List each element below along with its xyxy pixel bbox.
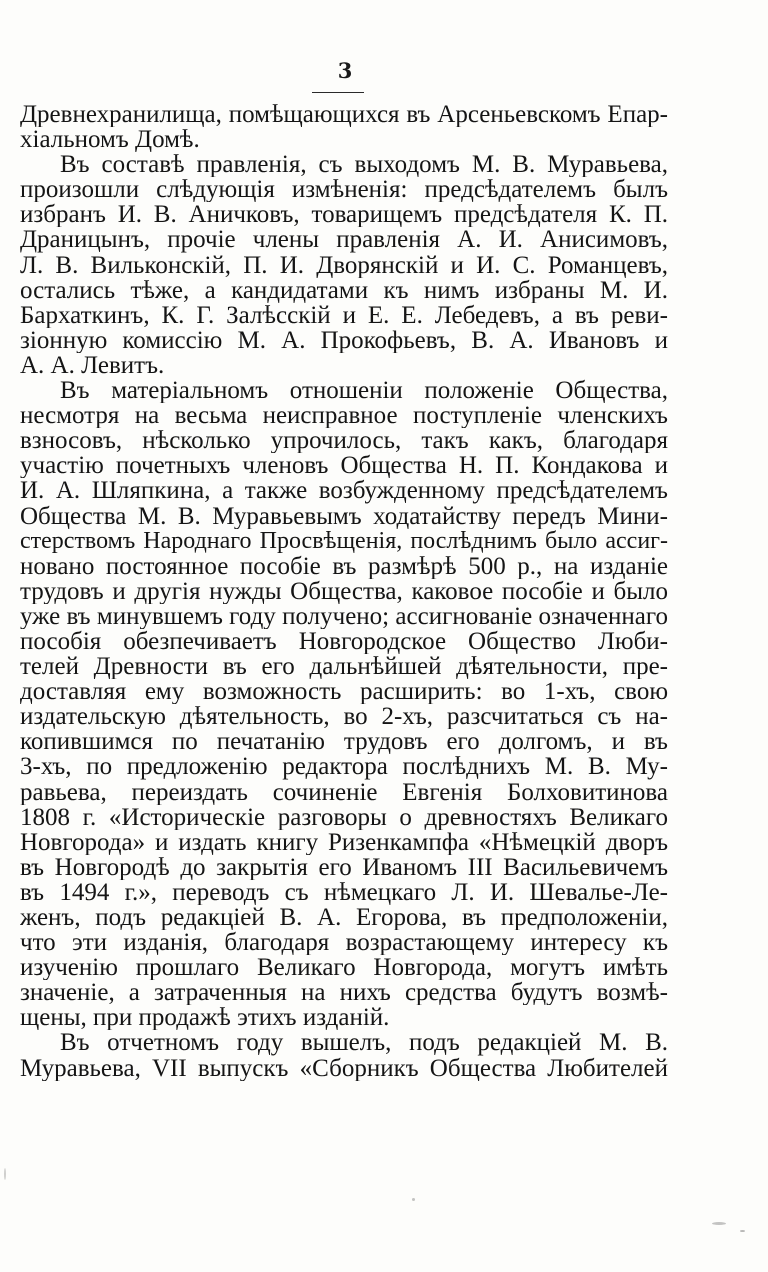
text-line: новано постоянное пособіе въ размѣрѣ 500 р., на изданіе bbox=[20, 553, 668, 579]
text-line: Древнехранилища, помѣщающихся въ Арсеньевскомъ Епар- bbox=[20, 102, 668, 128]
text-line: въ Новгородѣ до закрытія его Иваномъ III Васильевичемъ bbox=[20, 854, 668, 880]
text-line: щены, при продажѣ этихъ изданій. bbox=[20, 1005, 390, 1031]
text-line: зіонную комиссію М. А. Прокофьевъ, В. А. Ивановъ и bbox=[20, 327, 668, 353]
text-line: избранъ И. В. Аничковъ, товарищемъ предсѣдателя К. П. bbox=[20, 202, 668, 228]
text-line: Новгорода» и издать книгу Ризенкампфа «Нѣмецкій дворъ bbox=[20, 829, 668, 855]
text-line: хіальномъ Домѣ. bbox=[20, 127, 200, 153]
text-line: изученію прошлаго Великаго Новгорода, могутъ имѣть bbox=[20, 955, 668, 981]
text-line: 3-хъ, по предложенію редактора послѣднихъ М. В. Му- bbox=[20, 754, 668, 780]
text-line: взносовъ, нѣсколько упрочилось, такъ какъ, благодаря bbox=[20, 428, 668, 454]
text-line: Общества М. В. Муравьевымъ ходатайству передъ Мини- bbox=[20, 503, 668, 529]
text-line: равьева, переиздать сочиненіе Евгенія Болховитинова bbox=[20, 779, 668, 805]
text-line: И. А. Шляпкина, а также возбужденному предсѣдателемъ bbox=[20, 478, 668, 504]
text-line: въ 1494 г.», переводъ съ нѣмецкаго Л. И. Шевалье-Ле- bbox=[20, 879, 668, 905]
body-text bbox=[20, 102, 668, 1081]
text-line: Въ составѣ правленія, съ выходомъ М. В. Муравьева, bbox=[60, 152, 668, 178]
text-line: телей Древности въ его дальнѣйшей дѣятельности, пре- bbox=[20, 654, 668, 680]
scan-speck bbox=[740, 1230, 745, 1232]
text-line: Въ отчетномъ году вышелъ, подъ редакціей М. В. bbox=[60, 1030, 668, 1056]
page-number-rule bbox=[312, 92, 364, 93]
text-line: Драницынъ, прочіе члены правленія А. И. Анисимовъ, bbox=[20, 227, 668, 253]
text-line: трудовъ и другія нужды Общества, каковое пособіе и было bbox=[20, 578, 668, 604]
text-line: 1808 г. «Историческіе разговоры о древностяхъ Великаго bbox=[20, 804, 668, 830]
text-line: пособія обезпечиваетъ Новгородское Общество Люби- bbox=[20, 628, 668, 655]
text-line: уже въ минувшемъ году получено; ассигнованіе означеннаго bbox=[20, 603, 668, 629]
text-line: А. А. Левитъ. bbox=[20, 352, 165, 379]
text-line: произошли слѣдующія измѣненія: предсѣдателемъ былъ bbox=[20, 177, 668, 203]
scan-speck bbox=[712, 1222, 726, 1225]
text-line: что эти изданія, благодаря возрастающему интересу къ bbox=[20, 930, 668, 956]
text-line: значеніе, а затраченныя на нихъ средства будутъ возмѣ- bbox=[20, 980, 668, 1006]
scan-speck bbox=[4, 1168, 6, 1180]
text-line: издательскую дѣятельность, во 2-хъ, разсчитаться съ на- bbox=[20, 704, 668, 730]
scan-speck bbox=[412, 1198, 415, 1201]
text-line: стерствомъ Народнаго Просвѣщенія, послѣднимъ было ассиг- bbox=[20, 528, 668, 554]
text-line: Л. В. Вильконскій, П. И. Дворянскій и И. С. Романцевъ, bbox=[20, 252, 668, 278]
text-line: Бархаткинъ, К. Г. Залѣсскій и Е. Е. Лебедевъ, а въ реви- bbox=[20, 302, 668, 328]
text-line: Муравьева, VII выпускъ «Сборникъ Общества Любителей bbox=[20, 1055, 668, 1081]
text-line: остались тѣже, а кандидатами къ нимъ избраны М. И. bbox=[20, 277, 668, 303]
text-line: копившимся по печатанію трудовъ его долгомъ, и въ bbox=[20, 729, 668, 755]
page-number: 3 bbox=[337, 58, 353, 83]
text-line: участію почетныхъ членовъ Общества Н. П. Кондакова и bbox=[20, 453, 668, 479]
text-line: доставляя ему возможность расширить: во 1-хъ, свою bbox=[20, 679, 668, 705]
text-line: Въ матеріальномъ отношеніи положеніе Общества, bbox=[60, 378, 668, 404]
text-line: несмотря на весьма неисправное поступленіе членскихъ bbox=[20, 403, 668, 429]
text-line: женъ, подъ редакціей В. А. Егорова, въ предположеніи, bbox=[20, 905, 668, 931]
